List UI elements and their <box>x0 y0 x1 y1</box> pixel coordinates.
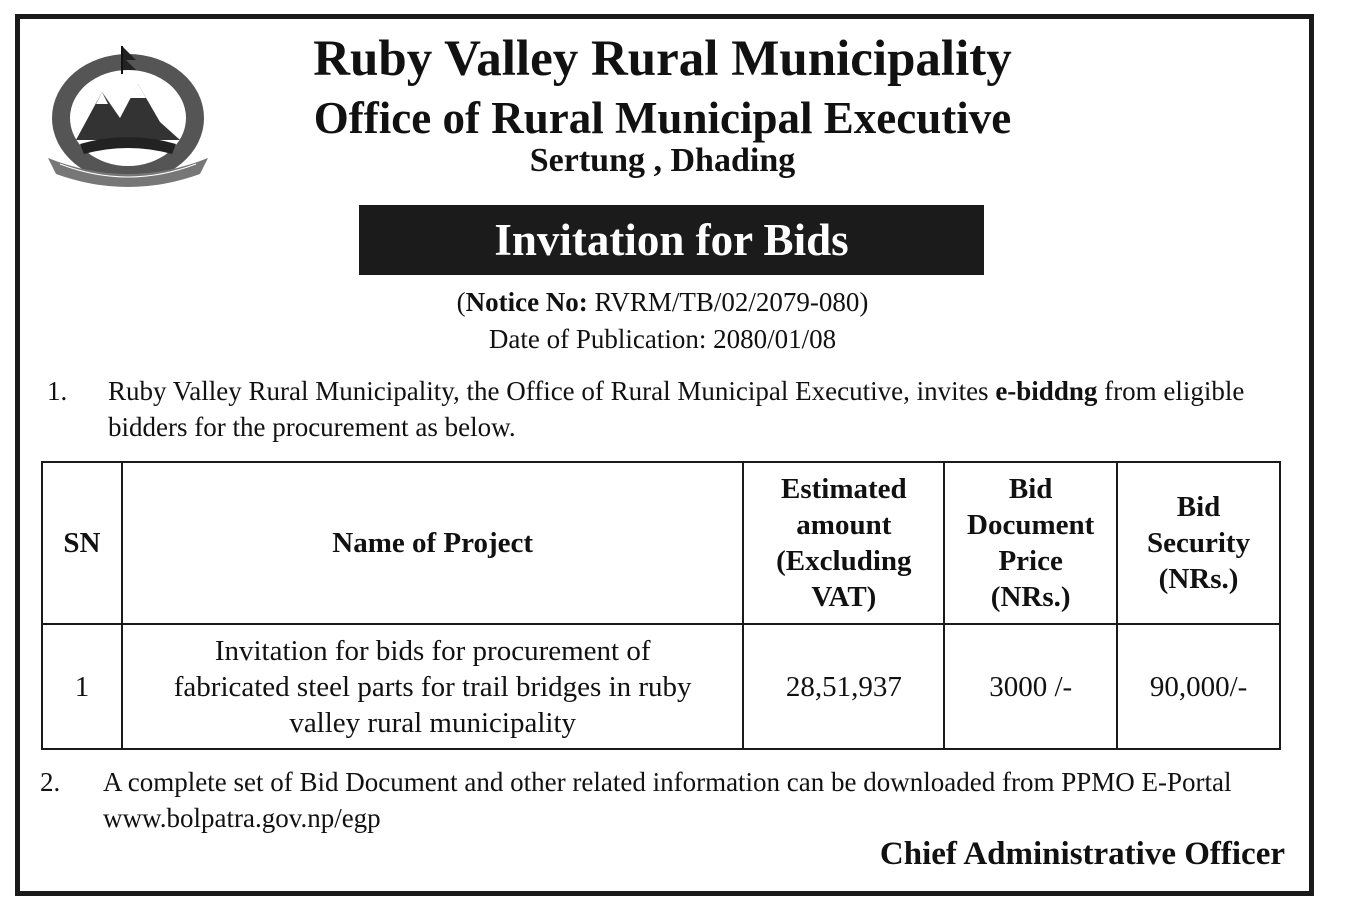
item-1-text <box>108 373 1288 445</box>
header-estimate <box>743 462 944 624</box>
notice-number: (Notice No: RVRM/TB/02/2079-080) <box>456 287 869 317</box>
table-header-row <box>42 462 1280 624</box>
office-name: Office of Rural Municipal Executive <box>313 93 1012 143</box>
invitation-banner-label: Invitation for Bids <box>494 215 849 265</box>
header-project: Name of Project <box>122 462 744 624</box>
header-document-price <box>944 462 1117 624</box>
cell-estimate: 28,51,937 <box>743 624 944 749</box>
header-estimate-line: amount <box>796 509 892 541</box>
cell-document-price: 3000 /- <box>944 624 1117 749</box>
header-security-line: Security <box>1147 527 1251 559</box>
signature-title: Chief Administrative Officer <box>879 836 1285 872</box>
cell-sn: 1 <box>42 624 122 749</box>
cell-project-line: valley rural municipality <box>289 706 576 739</box>
page-title: Ruby Valley Rural Municipality <box>313 31 1012 87</box>
header-estimate-line: (Excluding <box>776 545 912 577</box>
cell-project-line: fabricated steel parts for trail bridges in ruby <box>173 670 692 703</box>
item-1-number: 1. <box>47 376 68 406</box>
item-2-text: A complete set of Bid Document and other related information can be downloaded from PPMO E-Portal www.bolpatra.gov.np/egp <box>103 767 1232 833</box>
item-1-text-after: from eligible bidders for the procurement as below. <box>108 376 1245 442</box>
table-row <box>42 624 1280 749</box>
office-location: Sertung , Dhading <box>529 142 796 179</box>
header-estimate-line: VAT) <box>811 581 877 613</box>
invitation-banner <box>359 205 984 275</box>
header-estimate-line: Estimated <box>780 473 907 505</box>
cell-project <box>122 624 744 749</box>
cell-bid-security: 90,000/- <box>1117 624 1280 749</box>
publication-date: Date of Publication: 2080/01/08 <box>488 324 837 354</box>
header-sn: SN <box>42 462 122 624</box>
item-2-number: 2. <box>40 767 61 797</box>
notice-number-value: RVRM/TB/02/2079-080 <box>594 287 860 317</box>
bids-table <box>41 461 1281 750</box>
header-price-line: Price <box>998 545 1063 577</box>
header-security-line: (NRs.) <box>1158 563 1239 595</box>
item-1-bold: e-biddng <box>995 376 1098 406</box>
header-price-line: Document <box>967 509 1095 541</box>
item-1-text-before: Ruby Valley Rural Municipality, the Office of Rural Municipal Executive, invites <box>108 376 996 406</box>
notice-number-label: Notice No: <box>465 287 588 317</box>
header-bid-security <box>1117 462 1280 624</box>
header-price-line: (NRs.) <box>990 581 1071 613</box>
cell-project-line: Invitation for bids for procurement of <box>214 634 651 667</box>
header-price-line: Bid <box>1008 473 1053 505</box>
header-security-line: Bid <box>1176 491 1221 523</box>
